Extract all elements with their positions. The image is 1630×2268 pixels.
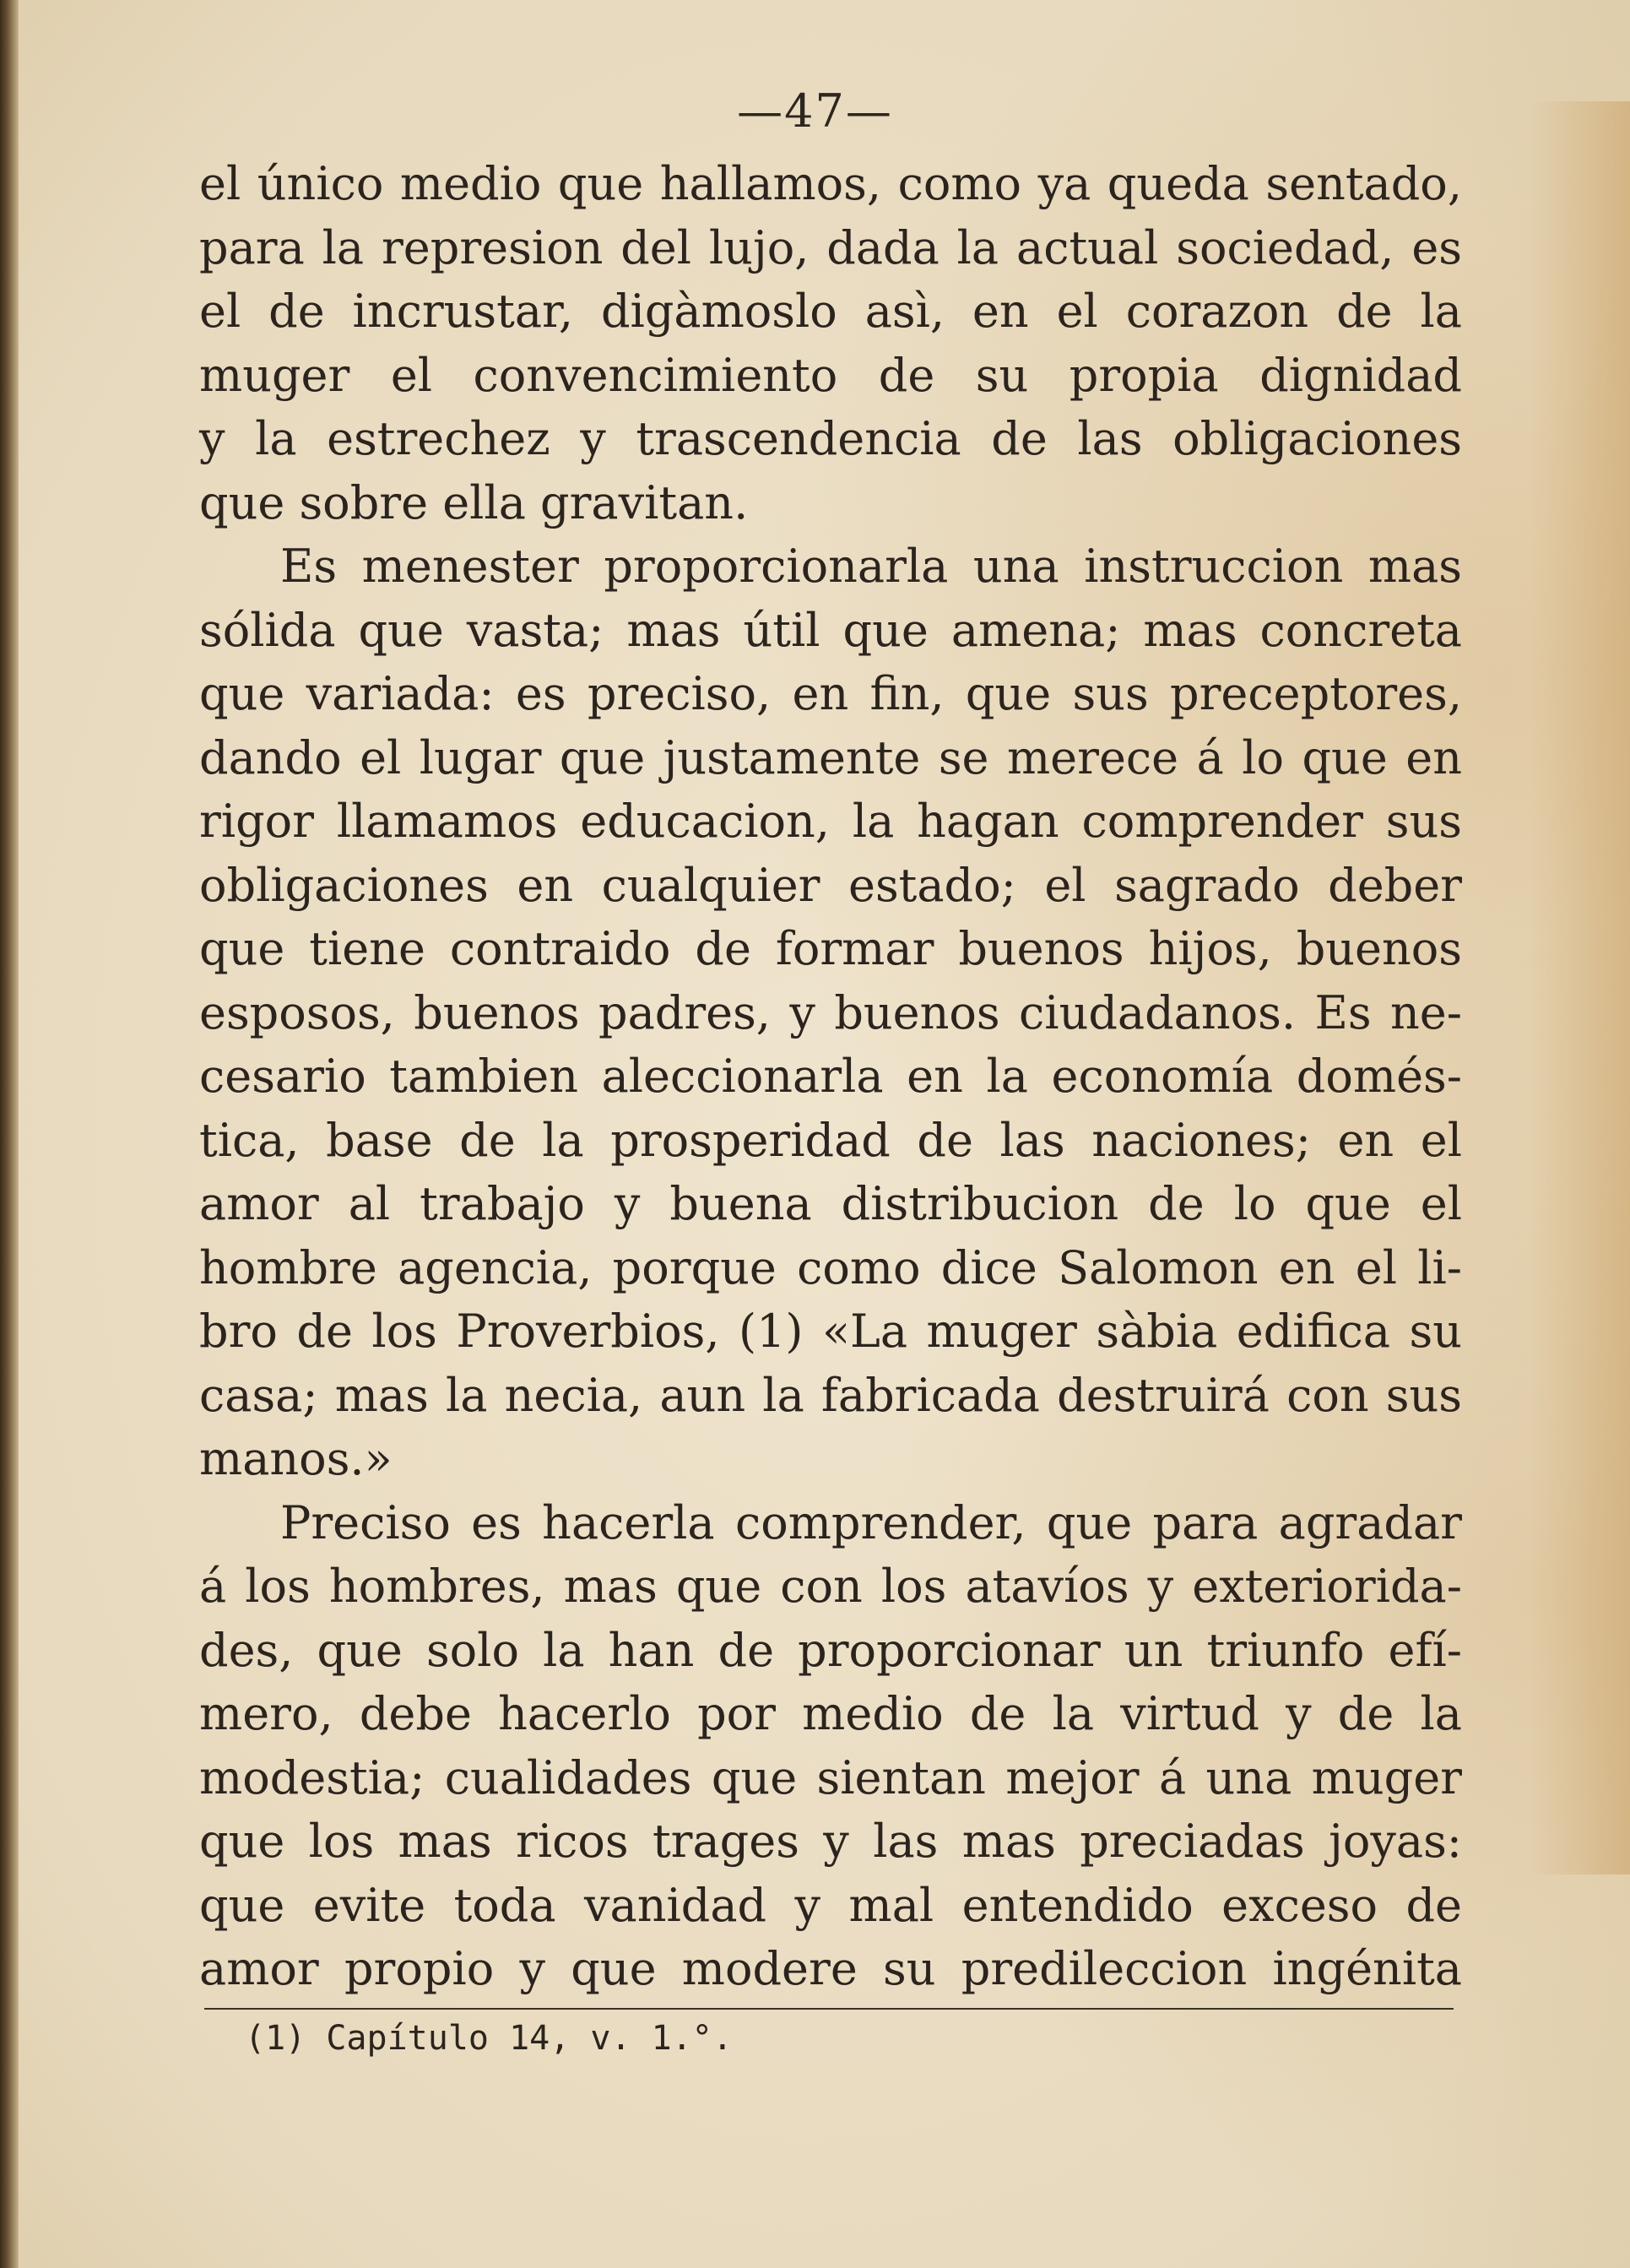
text-line: amor al trabajo y buena distribucion de lo que el xyxy=(199,1177,1462,1230)
text-line: modestia; cualidades que sientan mejor á una muger xyxy=(199,1750,1462,1804)
text-line: des, que solo la han de proporcionar un triunfo efí- xyxy=(199,1623,1462,1677)
body-text xyxy=(199,152,1462,2001)
text-line: á los hombres, mas que con los atavíos y exteriorida- xyxy=(199,1560,1462,1613)
text-line: dando el lugar que justamente se merece á lo que en xyxy=(199,730,1462,784)
text-line: para la represion del lujo, dada la actual sociedad, es xyxy=(199,220,1462,274)
text-line: cesario tambien aleccionarla en la economía domés- xyxy=(199,1050,1462,1103)
text-line: bro de los Proverbios, (1) «La muger sàbia edifica su xyxy=(199,1305,1462,1358)
text-line: que los mas ricos trages y las mas preciadas joyas: xyxy=(199,1815,1462,1868)
text-line: que tiene contraido de formar buenos hijos, buenos xyxy=(199,922,1462,975)
text-line: muger el convencimiento de su propia dignidad xyxy=(199,348,1462,402)
text-line: casa; mas la necia, aun la fabricada destruirá con sus xyxy=(199,1368,1462,1422)
page-binding-edge xyxy=(0,0,19,2268)
text-line: el de incrustar, digàmoslo asì, en el corazon de la xyxy=(199,285,1462,338)
text-line: amor propio y que modere su predileccion ingénita xyxy=(199,1942,1462,1995)
text-line: sólida que vasta; mas útil que amena; mas concreta xyxy=(199,603,1462,657)
text-line: Preciso es hacerla comprender, que para agradar xyxy=(280,1495,1462,1549)
text-line: obligaciones en cualquier estado; el sagrado deber xyxy=(199,858,1462,912)
text-line: manos.» xyxy=(199,1432,393,1485)
text-line: y la estrechez y trascendencia de las obligaciones xyxy=(199,412,1462,465)
text-line: que variada: es preciso, en fin, que sus preceptores, xyxy=(199,667,1462,720)
text-line: que evite toda vanidad y mal entendido exceso de xyxy=(199,1878,1462,1932)
footnote-rule xyxy=(204,2008,1454,2010)
text-line: Es menester proporcionarla una instruccion mas xyxy=(280,540,1462,593)
page-stain xyxy=(1529,101,1630,1875)
text-line: mero, debe hacerlo por medio de la virtud y de la xyxy=(199,1687,1462,1740)
text-line: tica, base de la prosperidad de las naciones; en el xyxy=(199,1113,1462,1167)
text-line: que sobre ella gravitan. xyxy=(199,475,749,529)
text-line: el único medio que hallamos, como ya queda sentado, xyxy=(199,157,1462,210)
page-number: —47— xyxy=(737,84,893,138)
text-line: rigor llamamos educacion, la hagan comprender sus xyxy=(199,795,1462,848)
text-line: esposos, buenos padres, y buenos ciudadanos. Es ne- xyxy=(199,985,1462,1039)
text-line: hombre agencia, porque como dice Salomon en el li- xyxy=(199,1240,1462,1294)
footnote: (1) Capítulo 14, v. 1.°. xyxy=(245,2019,733,2058)
